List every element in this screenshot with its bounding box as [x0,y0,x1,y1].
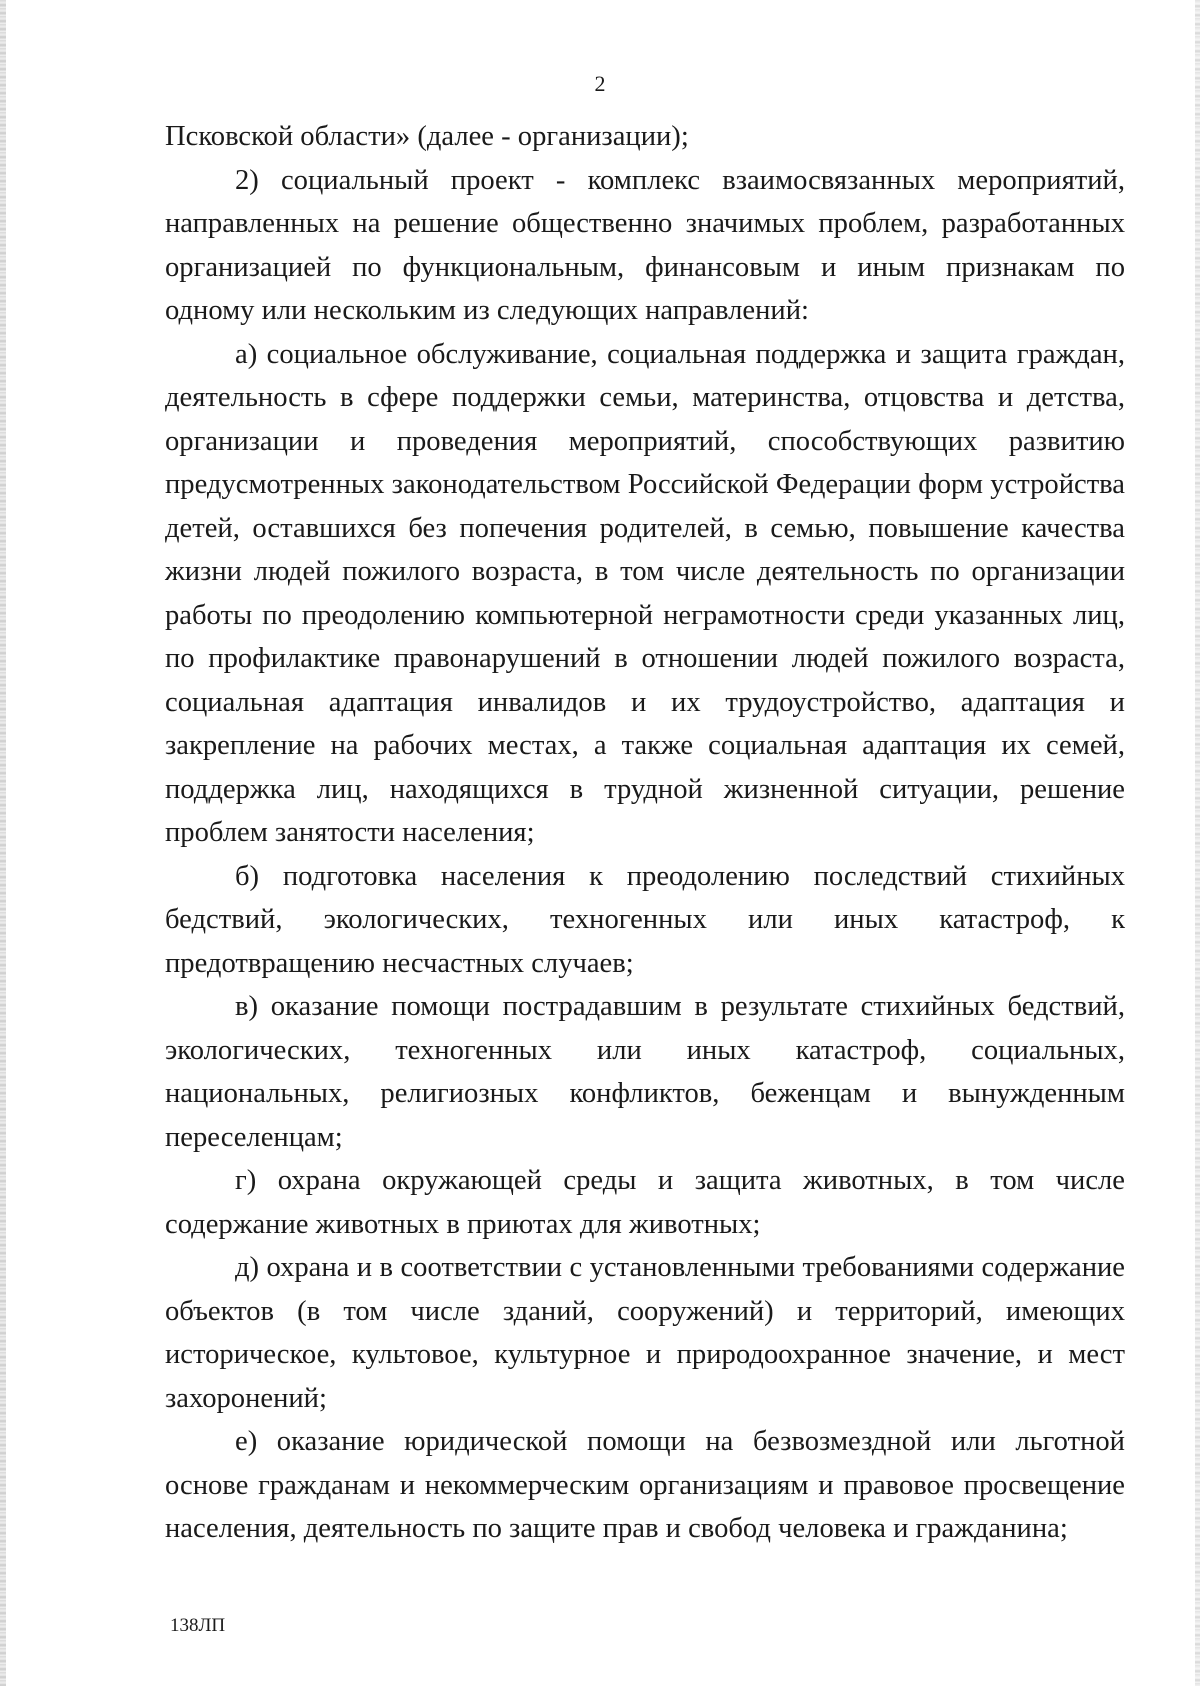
scan-edge-right [1195,0,1200,1686]
paragraph-item-g: г) охрана окружающей среды и защита животных, в том числе содержание животных в приютах для животных; [165,1165,1125,1240]
scan-edge-left [0,0,6,1686]
document-body [165,115,1125,1551]
footer-document-code: 138ЛП [170,1615,226,1636]
page-number: 2 [594,71,606,96]
paragraph-item-d: д) охрана и в соответствии с установленными требованиями содержание объектов (в том числе зданий, сооружений) и территорий, имеющих историческое, культовое, культурное и природоохранное значение, и мест захоронений; [165,1252,1125,1414]
paragraph-item-a: а) социальное обслуживание, социальная поддержка и защита граждан, деятельность в сфере поддержки семьи, материнства, отцовства и детства, организации и проведения мероприятий, способствующих развитию предусмотренных законодательством Российской Федерации форм устройства детей, оставшихся без попечения родителей, в семью, повышение качества жизни людей пожилого возраста, в том числе деятельность по организации работы по преодолению компьютерной неграмотности среди указанных лиц, по профилактике правонарушений в отношении людей пожилого возраста, социальная адаптация инвалидов и их трудоустройство, адаптация и закрепление на рабочих местах, а также социальная адаптация их семей, поддержка лиц, находящихся в трудной жизненной ситуации, решение проблем занятости населения; [165,338,1125,848]
paragraph-continuation: Псковской области» (далее - организации); [165,121,689,152]
paragraph-item-v: в) оказание помощи пострадавшим в результате стихийных бедствий, экологических, техногенных или иных катастроф, социальных, национальных, религиозных конфликтов, беженцам и вынужденным переселенцам; [165,991,1125,1153]
paragraph-item-b: б) подготовка населения к преодолению последствий стихийных бедствий, экологических, техногенных или иных катастроф, к предотвращению несчастных случаев; [165,860,1125,979]
paragraph-item-e: е) оказание юридической помощи на безвозмездной или льготной основе гражданам и некоммерческим организациям и правовое просвещение населения, деятельность по защите прав и свобод человека и гражданина; [165,1426,1125,1544]
paragraph-item-2: 2) социальный проект - комплекс взаимосвязанных мероприятий, направленных на решение общественно значимых проблем, разработанных организацией по функциональным, финансовым и иным признакам по одному или нескольким из следующих направлений: [165,164,1125,326]
